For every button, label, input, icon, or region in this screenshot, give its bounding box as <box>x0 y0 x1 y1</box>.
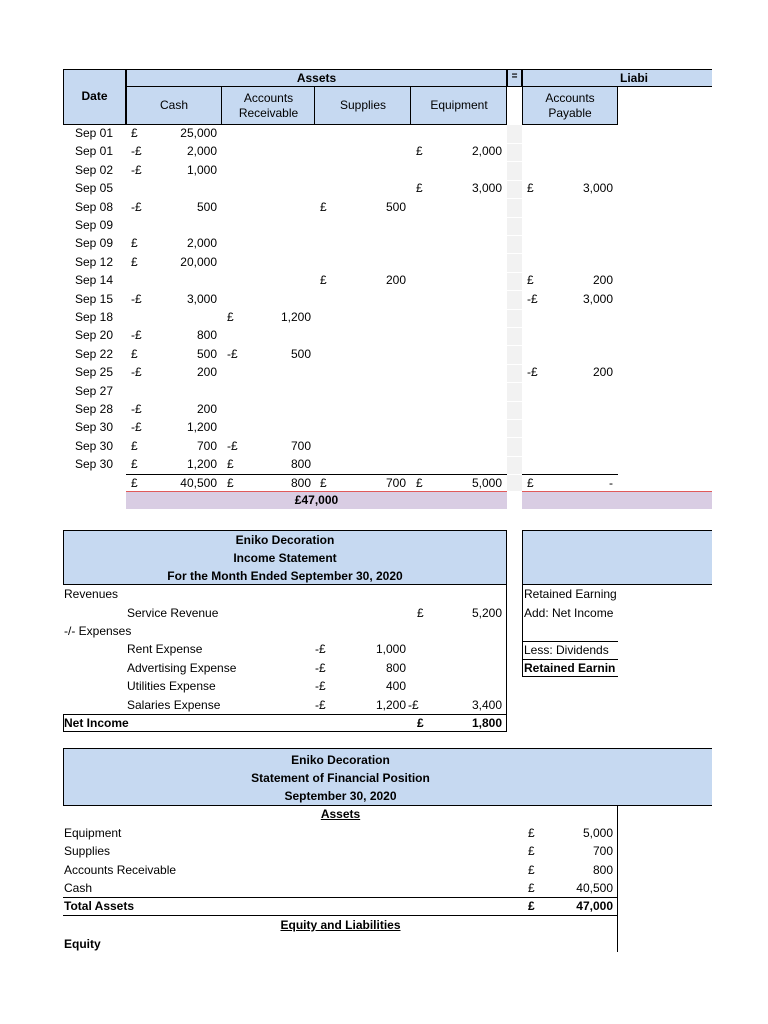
equals-cell <box>507 456 522 457</box>
row-cash: 500 <box>196 346 217 361</box>
row-date: Sep 05 <box>75 181 114 196</box>
totals-rule <box>126 474 507 475</box>
equals-sign: = <box>511 71 518 82</box>
row-cash: 200 <box>196 402 217 416</box>
asset-label: Accounts Receivable <box>64 862 177 877</box>
row-date: Sep 14 <box>75 273 114 288</box>
retained-rule <box>522 641 618 642</box>
total-ar-sym: £ <box>227 476 234 490</box>
row-cash: 25,000 <box>180 126 217 140</box>
row-ar-sym: -£ <box>227 438 238 453</box>
ar-header-line1: Accounts <box>243 91 294 105</box>
income-company: Eniko Decoration <box>235 533 335 547</box>
row-cash: 2,000 <box>186 236 217 251</box>
row-cash: 1,200 <box>186 420 217 435</box>
equals-cell <box>507 309 522 310</box>
row-ap: 3,000 <box>582 291 613 306</box>
net-income-value: 1,800 <box>471 716 502 730</box>
expenses-label: -/- Expenses <box>64 624 132 638</box>
retained-line4: Retained Earnin <box>524 661 616 675</box>
asset-value: 800 <box>592 862 613 877</box>
asset-sym: £ <box>528 862 535 877</box>
expense-value: 1,200 <box>375 697 406 712</box>
row-cash: 200 <box>196 365 217 380</box>
equals-cell <box>507 198 522 199</box>
equals-cell <box>507 474 522 475</box>
expense-label: Utilities Expense <box>127 679 216 694</box>
row-cash-sym: -£ <box>131 365 142 380</box>
equals-cell <box>507 253 522 254</box>
sofp-company: Eniko Decoration <box>291 753 390 767</box>
total-equipment-sym: £ <box>416 476 423 490</box>
row-ar: 500 <box>290 346 311 361</box>
row-cash-sym: £ <box>131 346 138 361</box>
total-cash-sym: £ <box>131 476 138 490</box>
row-cash: 1,000 <box>186 162 217 177</box>
equals-cell <box>507 419 522 420</box>
row-date: Sep 09 <box>75 236 114 251</box>
expense-value: 400 <box>385 679 406 694</box>
total-cash: 40,500 <box>180 476 217 490</box>
row-cash-sym: £ <box>131 457 138 472</box>
equals-cell <box>507 217 522 218</box>
row-cash: 1,200 <box>186 457 217 472</box>
ar-header-line2: Receivable <box>238 106 299 120</box>
expense-value: 800 <box>385 660 406 675</box>
income-title: Income Statement <box>233 551 337 565</box>
equals-cell <box>507 345 522 346</box>
income-right-border <box>506 585 507 732</box>
row-date: Sep 20 <box>75 328 114 343</box>
total-assets-sym: £ <box>528 899 535 913</box>
assets-title: Assets <box>296 71 337 85</box>
asset-label: Cash <box>64 881 93 896</box>
row-cash-sym: -£ <box>131 328 142 343</box>
income-period: For the Month Ended September 30, 2020 <box>167 569 403 583</box>
totals-rule-ap <box>522 474 618 475</box>
asset-label: Supplies <box>64 844 111 859</box>
row-ap: 200 <box>592 365 613 380</box>
row-ar-sym: £ <box>227 457 234 472</box>
total-assets-label: Total Assets <box>64 899 135 913</box>
expense-sym: -£ <box>315 660 326 675</box>
equals-cell <box>507 401 522 402</box>
grand-total: £47,000 <box>294 493 339 507</box>
equals-cell <box>507 290 522 291</box>
cash-header: Cash <box>159 98 188 112</box>
sofp-assets-heading: Assets <box>320 807 361 821</box>
retained-line3: Less: Dividends <box>524 643 609 657</box>
row-date: Sep 15 <box>75 291 114 306</box>
row-cash-sym: -£ <box>131 199 142 214</box>
ap-header-line2: Payable <box>548 106 592 120</box>
row-date: Sep 27 <box>75 383 114 398</box>
equals-cell <box>507 327 522 328</box>
row-equipment-sym: £ <box>416 181 423 196</box>
row-date: Sep 12 <box>75 254 114 269</box>
liabilities-title: Liabi <box>619 71 648 85</box>
row-supplies: 200 <box>385 273 406 288</box>
row-date: Sep 01 <box>75 126 114 140</box>
equity-liabilities-heading: Equity and Liabilities <box>280 918 401 932</box>
row-date: Sep 28 <box>75 402 114 416</box>
asset-sym: £ <box>528 844 535 859</box>
retained-line1: Retained Earning <box>524 587 617 601</box>
net-income-sym: £ <box>417 716 424 730</box>
row-cash-sym: -£ <box>131 402 142 416</box>
date-header: Date <box>81 89 108 103</box>
row-cash-sym: £ <box>131 126 138 140</box>
asset-label: Equipment <box>64 826 122 840</box>
service-revenue-label: Service Revenue <box>127 606 219 620</box>
grand-total-band-right <box>522 491 712 509</box>
equals-cell <box>507 437 522 438</box>
row-ap-sym: £ <box>527 273 534 288</box>
equals-cell <box>507 235 522 236</box>
row-date: Sep 09 <box>75 218 114 232</box>
equals-cell <box>507 364 522 365</box>
retained-line2: Add: Net Income <box>524 606 614 620</box>
row-ar: 800 <box>290 457 311 472</box>
row-date: Sep 01 <box>75 144 114 159</box>
row-date: Sep 02 <box>75 162 114 177</box>
service-revenue-value: 5,200 <box>471 606 502 620</box>
expense-label: Salaries Expense <box>127 697 221 712</box>
asset-sym: £ <box>528 826 535 840</box>
row-cash-sym: £ <box>131 236 138 251</box>
equipment-header: Equipment <box>430 98 488 112</box>
row-supplies: 500 <box>385 199 406 214</box>
asset-value: 700 <box>592 844 613 859</box>
total-supplies: 700 <box>385 476 406 490</box>
row-cash-sym: -£ <box>131 144 142 159</box>
asset-value: 5,000 <box>582 826 613 840</box>
sofp-date: September 30, 2020 <box>284 789 397 803</box>
expense-sym: -£ <box>315 679 326 694</box>
expense-label: Rent Expense <box>127 642 203 656</box>
row-cash-sym: -£ <box>131 420 142 435</box>
row-ap-sym: £ <box>527 181 534 196</box>
total-ap-sym: £ <box>527 476 534 490</box>
ap-header-line1: Accounts <box>545 91 595 105</box>
revenues-label: Revenues <box>64 587 119 601</box>
total-equipment: 5,000 <box>471 476 502 490</box>
row-cash-sym: -£ <box>131 291 142 306</box>
row-ar: 700 <box>290 438 311 453</box>
row-cash-sym: £ <box>131 254 138 269</box>
row-date: Sep 25 <box>75 365 114 380</box>
row-ar-sym: £ <box>227 310 234 324</box>
expense-sym: -£ <box>315 697 326 712</box>
total-expenses-sym: -£ <box>408 698 419 712</box>
row-supplies-sym: £ <box>320 199 327 214</box>
row-equipment: 3,000 <box>471 181 502 196</box>
equals-cell <box>507 382 522 383</box>
asset-value: 40,500 <box>576 881 613 896</box>
equals-cell <box>507 143 522 144</box>
expense-value: 1,000 <box>375 642 406 656</box>
total-ap: - <box>609 476 613 490</box>
sofp-title: Statement of Financial Position <box>251 771 430 785</box>
row-date: Sep 30 <box>75 420 114 435</box>
row-cash: 2,000 <box>186 144 217 159</box>
total-supplies-sym: £ <box>320 476 327 490</box>
equals-cell <box>507 272 522 273</box>
retained-header-box <box>522 530 712 585</box>
total-assets-value: 47,000 <box>576 899 613 913</box>
row-cash: 20,000 <box>180 254 217 269</box>
row-cash: 700 <box>196 438 217 453</box>
row-date: Sep 22 <box>75 346 114 361</box>
row-equipment-sym: £ <box>416 144 423 159</box>
equals-cell <box>507 161 522 162</box>
service-revenue-sym: £ <box>417 606 424 620</box>
row-supplies-sym: £ <box>320 273 327 288</box>
row-ap: 3,000 <box>582 181 613 196</box>
total-expenses-value: 3,400 <box>471 698 502 712</box>
row-date: Sep 30 <box>75 457 114 472</box>
expense-sym: -£ <box>315 642 326 656</box>
row-ar: 1,200 <box>280 310 311 324</box>
row-equipment: 2,000 <box>471 144 502 159</box>
row-cash: 800 <box>196 328 217 343</box>
row-cash-sym: -£ <box>131 162 142 177</box>
row-cash: 500 <box>196 199 217 214</box>
row-ap: 200 <box>592 273 613 288</box>
row-cash-sym: £ <box>131 438 138 453</box>
supplies-header: Supplies <box>339 98 387 112</box>
row-ar-sym: -£ <box>227 346 238 361</box>
row-cash: 3,000 <box>186 291 217 306</box>
equals-cell <box>507 180 522 181</box>
row-ap-sym: -£ <box>527 365 538 380</box>
expense-label: Advertising Expense <box>127 660 237 675</box>
total-ar: 800 <box>290 476 311 490</box>
row-ap-sym: -£ <box>527 291 538 306</box>
net-income-label: Net Income <box>64 716 129 730</box>
equity-label: Equity <box>64 937 101 951</box>
row-date: Sep 18 <box>75 310 114 324</box>
row-date: Sep 30 <box>75 438 114 453</box>
asset-sym: £ <box>528 881 535 896</box>
row-date: Sep 08 <box>75 199 114 214</box>
